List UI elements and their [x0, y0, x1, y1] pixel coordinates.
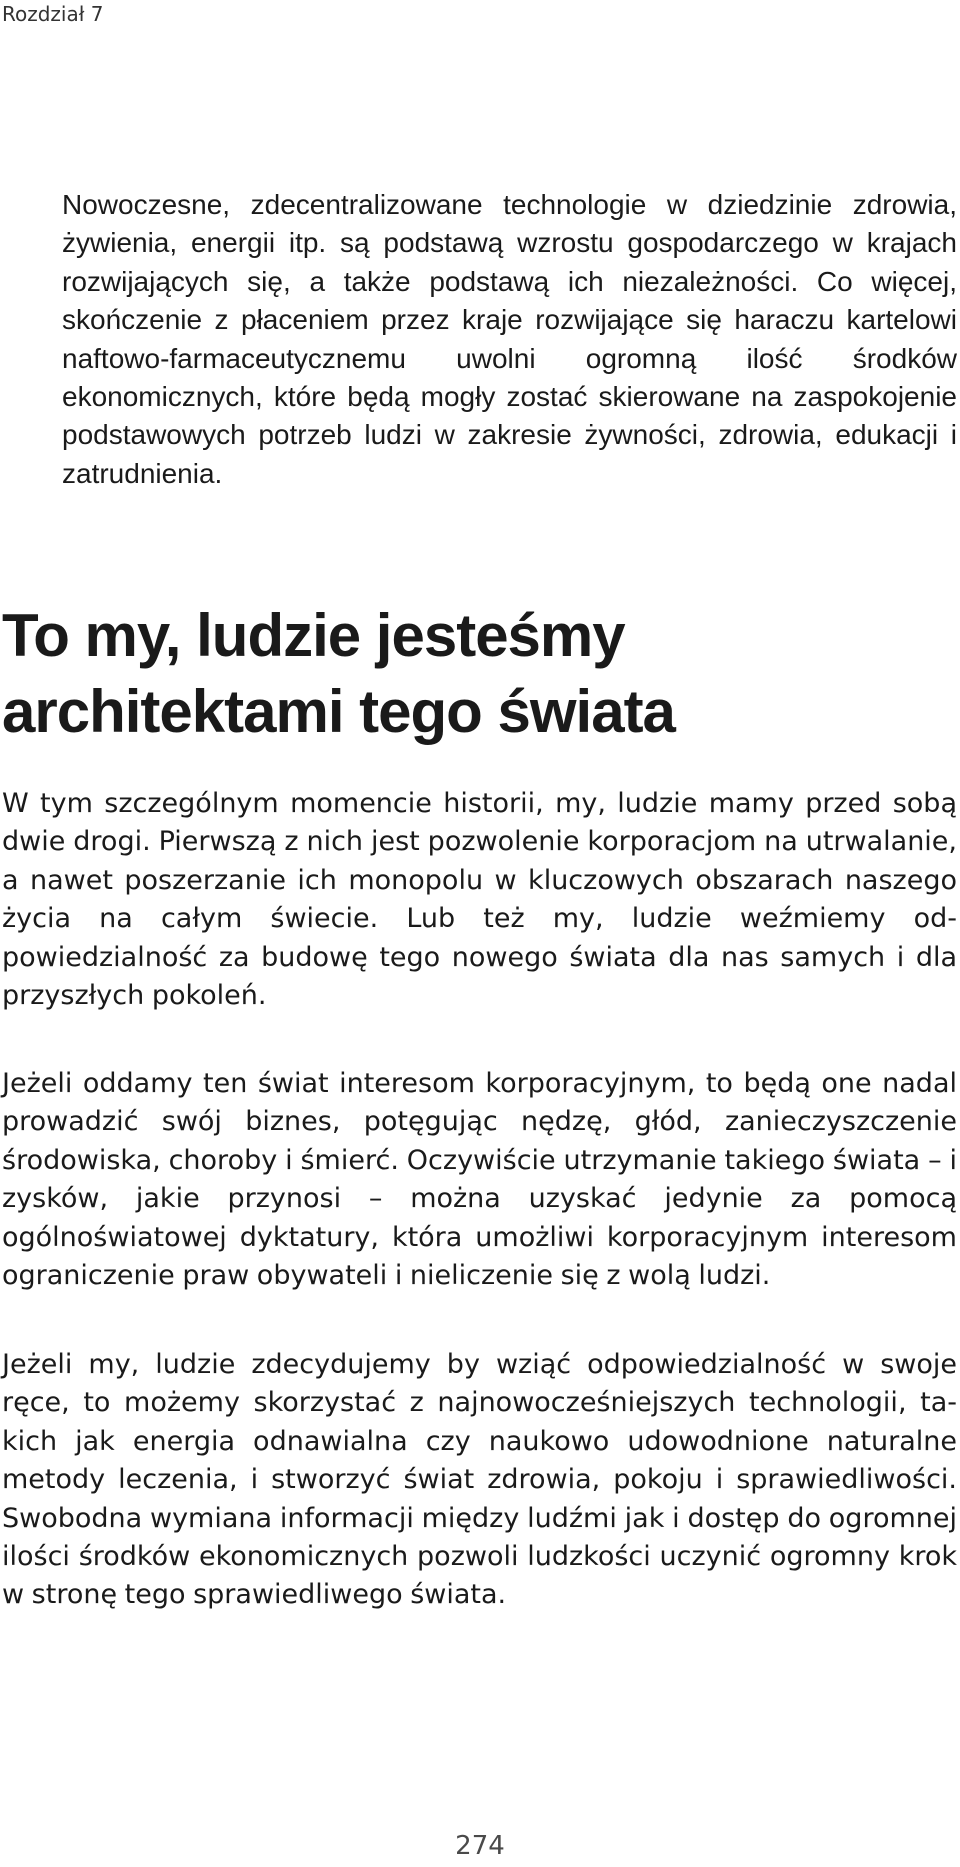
- section-heading: To my, ludzie jesteśmy architektami tego świata: [2, 602, 675, 745]
- intro-paragraph: Nowoczesne, zdecentralizowane technologie w dziedzinie zdrowia, żywienia, energii itp. są podstawą wzrostu gospodarczego w krajach rozwijających się, a także podstawą ich niezależności. Co więcej, skończenie z płaceniem przez kraje rozwijające się haraczu kartelowi naftowo-farmaceutycznemu uwolni ogromną ilość środków ekonomicznych, które będą mogły zostać skierowane na zaspokojenie podstawowych potrzeb ludzi w zakresie żywności, zdrowia, edukacji i zatrudnienia.: [62, 189, 957, 489]
- body-paragraph-1: W tym szczególnym momencie historii, my, ludzie mamy przed sobą dwie drogi. Pierwszą z nich jest pozwolenie korporacjom na utrwalanie, a nawet poszerzanie ich monopolu w kluczowych obszarach naszego życia na całym świecie. Lub też my, ludzie weźmiemy odpowiedzialność za budowę tego nowego świata dla nas samych i dla przyszłych pokoleń.: [2, 788, 957, 1012]
- body-paragraph-2: Jeżeli oddamy ten świat interesom korporacyjnym, to będą one nadal prowadzić swój biznes, potęgując nędzę, głód, zanieczyszczenie środowiska, choroby i śmierć. Oczywiście utrzymanie takiego świata – i zysków, jakie przynosi – można uzyskać jedynie za pomocą ogólnoświatowej dyktatury, która umożliwi korporacyjnym interesom ograniczenie praw obywateli i nieliczenie się z wolą ludzi.: [2, 1068, 957, 1292]
- body-paragraph-3: Jeżeli my, ludzie zdecydujemy by wziąć odpowiedzialność w swoje ręce, to możemy skorzystać z najnowocześniejszych technologii, takich jak energia odnawialna czy naukowo udowodnione naturalne metody leczenia, i stworzyć świat zdrowia, pokoju i sprawiedliwości. Swobodna wymiana informacji między ludźmi jak i dostęp do ogromnej ilości środków ekonomicznych pozwoli ludzkości uczynić ogromny krok w stronę tego sprawiedliwego świata.: [2, 1349, 957, 1611]
- page-number: 274: [455, 1831, 505, 1861]
- chapter-header: Rozdział 7: [2, 2, 104, 26]
